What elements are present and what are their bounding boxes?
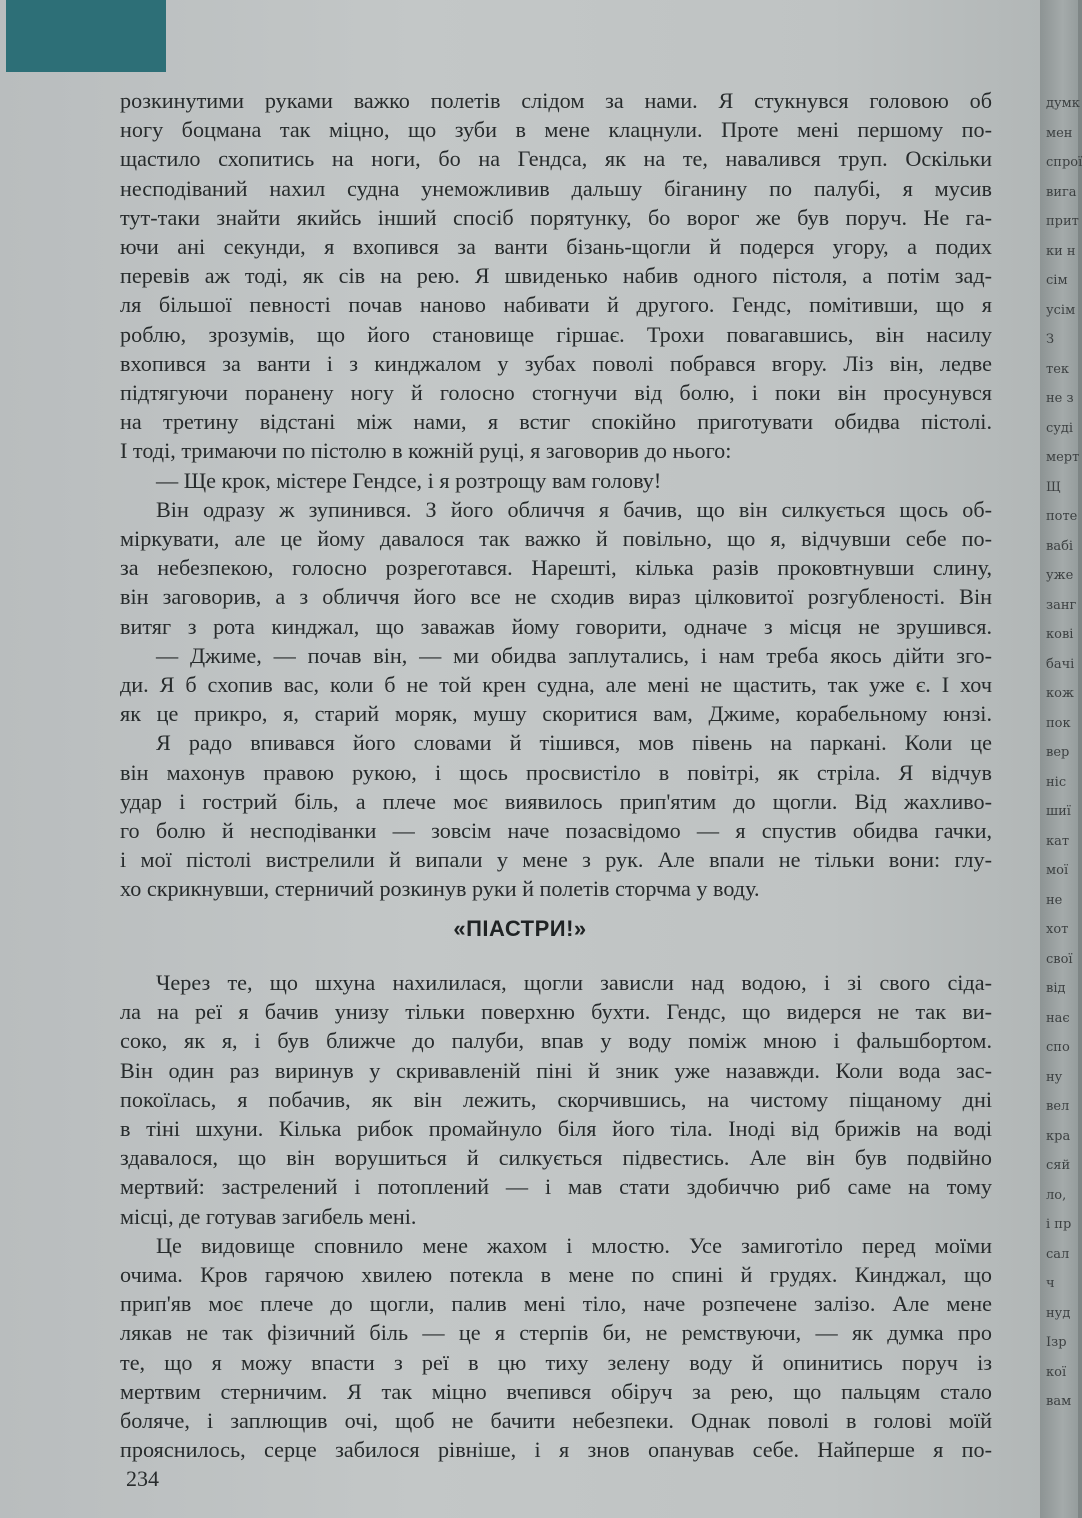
adjacent-page-fragment: усім (1046, 302, 1076, 318)
adjacent-page-fragment: вам (1046, 1394, 1072, 1409)
adjacent-page-fragment: мерт (1046, 450, 1080, 465)
text-line: удар і гострий біль, а плече моє виявилось прип'ятим до щогли. Від жахливо- (120, 788, 992, 814)
adjacent-page-fragment: бачі (1046, 656, 1075, 672)
text-line: щастило схопитись на ноги, бо на Гендса, як на те, навалився труп. Оскільки (120, 146, 992, 172)
adjacent-page-fragment: кої (1046, 1364, 1067, 1380)
text-line: здавалося, що він ворушиться й силкується підвестись. Але він був подвійно (120, 1145, 992, 1171)
adjacent-page-fragment: кра (1046, 1128, 1071, 1144)
text-line: ля більшої певності почав наново набивати й другого. Гендс, помітивши, що я (120, 292, 992, 318)
text-line: го болю й несподіванки — зовсім наче позасвідомо — я спустив обидва гачки, (120, 818, 992, 844)
adjacent-page-fragment: ло, (1046, 1187, 1067, 1203)
text-line: тут-таки знайти якийсь інший спосіб порятунку, бо ворог же був поруч. Не га- (120, 204, 992, 230)
adjacent-page-fragment: ки н (1046, 243, 1076, 259)
text-line: прип'яв моє плече до щогли, палив мені тіло, наче розпечене залізо. Але мене (120, 1291, 992, 1317)
text-line: мертвий: застрелений і потоплений — і мав стати здобиччю риб саме на тому (120, 1174, 992, 1200)
chapter-heading: «ПІАСТРИ!» (453, 916, 587, 941)
adjacent-page-fragment: мен (1046, 125, 1073, 141)
text-line: прояснилось, серце забилося рівніше, і я знов опанував себе. Найперше я по- (120, 1437, 992, 1463)
text-line: вхопився за ванти і з кинджалом у зубах поволі побрався вгору. Ліз він, ледве (120, 350, 992, 376)
text-line: несподіваний нахил судна унеможливив дальшу біганину по палубі, я мусив (120, 175, 992, 201)
text-line: на третину відстані між нами, я встиг спокійно приготувати обидва пістолі. (120, 409, 992, 435)
adjacent-page-fragment: не (1046, 892, 1063, 908)
text-line: розкинутими руками важко полетів слідом за нами. Я стукнувся головою об (120, 88, 992, 113)
adjacent-page-fragment: ніс (1046, 774, 1067, 790)
adjacent-page-fragment: вабі (1046, 538, 1074, 554)
adjacent-page-fragment: сяй (1046, 1158, 1071, 1173)
text-line: соко, як я, і був ближче до палуби, впав у воду поміж мною і фальшбортом. (120, 1028, 992, 1054)
adjacent-page-fragment: спрої (1046, 155, 1082, 170)
adjacent-page-fragment: кові (1046, 627, 1074, 642)
text-line: боляче, і заплющив очі, щоб не бачити небезпеки. Однак поволі в голові моїй (120, 1408, 992, 1434)
text-line: Він одразу ж зупинився. З його обличчя я бачив, що він силкується щось об- (156, 496, 992, 522)
text-line: Через те, що шхуна нахилилася, щогли зависли над водою, і зі свого сіда- (156, 970, 992, 995)
adjacent-page-fragment: не з (1046, 391, 1074, 406)
adjacent-page-fragment: ч (1046, 1276, 1055, 1291)
adjacent-page-fragment: нає (1046, 1010, 1070, 1026)
text-line: він махонув правою рукою, і щось просвистіло в повітрі, як стріла. Я відчув (120, 759, 992, 785)
adjacent-page-fragment: вер (1046, 745, 1070, 760)
adjacent-page-fragment: і пр (1046, 1217, 1072, 1232)
body-text-bottom (120, 968, 992, 1464)
text-line: в тіні шхуни. Кілька рибок промайнуло біля його тіла. Іноді від брижів на воді (120, 1116, 992, 1142)
adjacent-page-fragment: думк (1046, 96, 1080, 111)
adjacent-page-fragment: спо (1046, 1040, 1070, 1055)
adjacent-page-fragment: мої (1046, 863, 1069, 878)
text-line: витяг з рота кинджал, що заважав йому говорити, одначе з місця не зрушився. (120, 613, 992, 639)
text-line: Він один раз виринув у скривавленій піні й зник уже назавжди. Коли вода зас- (120, 1057, 992, 1083)
text-line: місці, де готував загибель мені. (120, 1203, 417, 1229)
adjacent-page-fragment: прит (1046, 214, 1079, 229)
adjacent-page-fragment: кат (1046, 833, 1070, 849)
text-line: ногу боцмана так міцно, що зуби в мене клацнули. Проте мені першому по- (120, 117, 992, 143)
text-line: Я радо впивався його словами й тішився, мов півень на паркані. Коли це (156, 730, 992, 756)
text-line: перевів аж тоді, як сів на рею. Я швиденько набив одного пістоля, а потім зад- (120, 263, 992, 289)
page-number: 234 (126, 1466, 159, 1491)
adjacent-page-fragment: Ізр (1046, 1335, 1067, 1350)
text-line: покоїлась, я побачив, як він лежить, скорчившись, на чистому піщаному дні (120, 1086, 992, 1112)
adjacent-page-fragment: хот (1046, 922, 1069, 937)
adjacent-page-fragment: шиї (1046, 804, 1071, 819)
adjacent-page-fragment: тек (1046, 361, 1070, 377)
text-line: мертвим стерничим. Я так міцно вчепився обіруч за рею, що пальцям стало (120, 1378, 992, 1404)
adjacent-page-fragment: свої (1046, 951, 1073, 967)
text-line: ла на реї я бачив унизу тільки поверхню бухти. Гендс, що видерся не так ви- (120, 999, 992, 1025)
body-text-top (120, 86, 992, 904)
text-line: він заговорив, а з обличчя його все не сходив вираз цілковитої розгубленості. Він (120, 584, 992, 610)
text-line: підтягуючи поранену ногу й голосно стогнучи від болю, і поки він просунувся (120, 380, 992, 406)
text-line: ючи ані секунди, я вхопився за ванти бізань-щогли й подерся угору, а подих (120, 234, 992, 260)
text-line: ди. Я б схопив вас, коли б не той крен судна, але мені не щастить, так уже є. І хоч (120, 672, 992, 698)
adjacent-page-fragment: уже (1046, 568, 1074, 583)
text-line: те, що я можу впасти з реї в цю тиху зелену воду й опинитись поруч із (120, 1349, 992, 1375)
adjacent-page-fragment: пок (1046, 715, 1071, 731)
adjacent-page-fragment: кож (1046, 686, 1074, 701)
text-line: очима. Кров гарячою хвилею потекла в мене по спині й грудях. Кинджал, що (120, 1262, 992, 1288)
corner-color-block (6, 0, 166, 72)
text-line: за небезпекою, голосно розреготався. Нарешті, кілька разів проковтнувши слину, (120, 555, 992, 581)
text-line: — Джиме, — почав він, — ми обидва заплутались, і нам треба якось дійти зго- (156, 642, 992, 668)
text-line: як це прикро, я, старий моряк, мушу скоритися вам, Джиме, корабельному юнзі. (120, 701, 992, 727)
adjacent-page-fragment: вига (1046, 184, 1077, 200)
text-line: — Ще крок, містере Гендсе, і я розтрощу вам голову! (156, 467, 662, 493)
adjacent-page-fragment: сім (1046, 273, 1068, 288)
text-line: Це видовище сповнило мене жахом і млостю. Усе замиготіло перед моїми (156, 1232, 992, 1258)
adjacent-page-fragment: ну (1046, 1069, 1063, 1085)
text-line: роблю, зрозумів, що його становище гіршає. Трохи повагавшись, він насилу (120, 321, 992, 347)
adjacent-page-edge (1040, 0, 1082, 1518)
adjacent-page-fragment: вел (1046, 1099, 1070, 1114)
adjacent-page-fragment: нуд (1046, 1305, 1071, 1321)
adjacent-page-fragment: поте (1046, 509, 1078, 524)
text-line: міркувати, але це йому давалося так важко й повільно, що я, відчувши себе по- (120, 526, 992, 552)
adjacent-page-fragment: З (1046, 332, 1055, 347)
text-line: лякав не так фізичний біль — це я стерпів би, не ремствуючи, — як думка про (120, 1320, 992, 1346)
text-line: і мої пістолі вистрелили й випали у мене з рук. Але впали не тільки вони: глу- (120, 847, 992, 873)
adjacent-page-fragment: Щ (1046, 479, 1061, 495)
text-line: хо скрикнувши, стерничий розкинув руки й полетів сторчма у воду. (120, 876, 760, 902)
adjacent-page-fragment: занг (1046, 597, 1077, 613)
adjacent-page-fragment: сал (1046, 1246, 1070, 1262)
adjacent-page-fragment: суді (1046, 420, 1074, 436)
adjacent-page-fragment: від (1046, 981, 1066, 996)
text-line: І тоді, тримаючи по пістолю в кожній руці, я заговорив до нього: (120, 438, 732, 464)
